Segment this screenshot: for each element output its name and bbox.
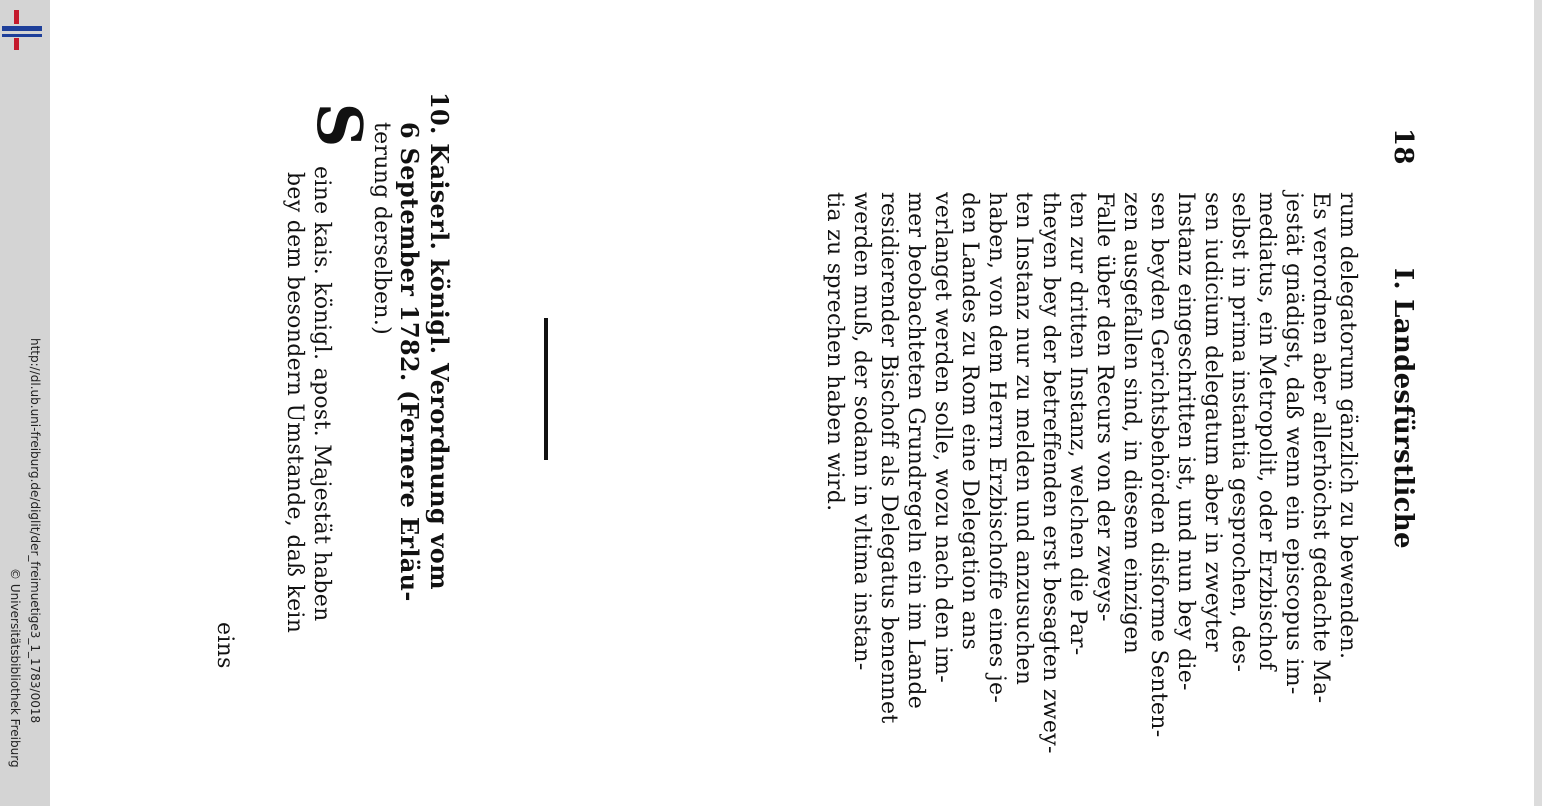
drop-cap-initial: S — [303, 102, 376, 148]
page-edge — [1534, 0, 1542, 806]
section-heading: 10. Kaiserl. königl. Verordnung vom — [425, 92, 454, 590]
running-head: I. Landesfürstliche — [1388, 268, 1418, 549]
copyright-text: © Universitätsbibliothek Freiburg — [8, 568, 22, 768]
text-line: eine kais. königl. apost. Majestät haben — [309, 166, 334, 622]
text-line: bey dem besondern Umstande, daß kein — [282, 172, 307, 634]
text-line: tia zu sprechen haben wird. — [822, 192, 847, 512]
text-line: den Landes zu Rom eine Delegation ans — [957, 192, 982, 651]
text-line: Falle über den Recurs von der zweys- — [1092, 192, 1117, 622]
text-line: werden muß, der sodann in vltima instan- — [849, 192, 874, 671]
text-line: selbst in prima instantia gesprochen, des- — [1227, 192, 1252, 673]
text-line: mediatus, ein Metropolit, oder Erzbischof — [1254, 192, 1279, 671]
text-line: ten zur dritten Instanz, welchen die Par- — [1065, 192, 1090, 656]
text-line: jestät gnädigst, daß wenn ein episcopus im- — [1281, 192, 1306, 695]
text-line: mer beobachteten Grundregeln ein im Lande — [903, 192, 928, 710]
text-line: zen ausgefallen sind, in diesem einzigen — [1119, 192, 1144, 655]
page-number: 18 — [1388, 128, 1418, 165]
text-line: haben, von dem Herrn Erzbischoffe eines je- — [984, 192, 1009, 704]
section-heading: 6 September 1782. (Fernere Erläu- — [395, 122, 424, 602]
section-heading: terung derselben.) — [369, 122, 394, 336]
text-line: theyen bey der betreffenden erst besagten zwey- — [1038, 192, 1063, 754]
sidebar-text — [2, 0, 46, 806]
text-line: Es verordnen aber allerhöchst gedachte Ma- — [1308, 192, 1333, 704]
text-line: verlanget werden solle, wozu nach den im- — [930, 192, 955, 683]
text-line: ten Instanz nur zu melden und anzusuchen — [1011, 192, 1036, 686]
sidebar — [0, 0, 50, 806]
catchword: eins — [212, 622, 237, 669]
scanned-page — [50, 0, 1534, 806]
text-line: sen beyden Gerichtsbehörden disforme Senten- — [1146, 192, 1171, 738]
text-line: Instanz eingeschritten ist, und nun bey die- — [1173, 192, 1198, 691]
text-line: sen iudicium delegatum aber in zweyter — [1200, 192, 1225, 652]
text-line: residierender Bischoff als Delegatus benennet — [876, 192, 901, 724]
text-line: rum delegatorum gänzlich zu bewenden. — [1335, 192, 1360, 660]
section-divider — [544, 318, 548, 460]
source-url[interactable]: http://dl.ub.uni-freiburg.de/diglit/der_freimuetige3_1_1783/0018 — [28, 338, 42, 724]
